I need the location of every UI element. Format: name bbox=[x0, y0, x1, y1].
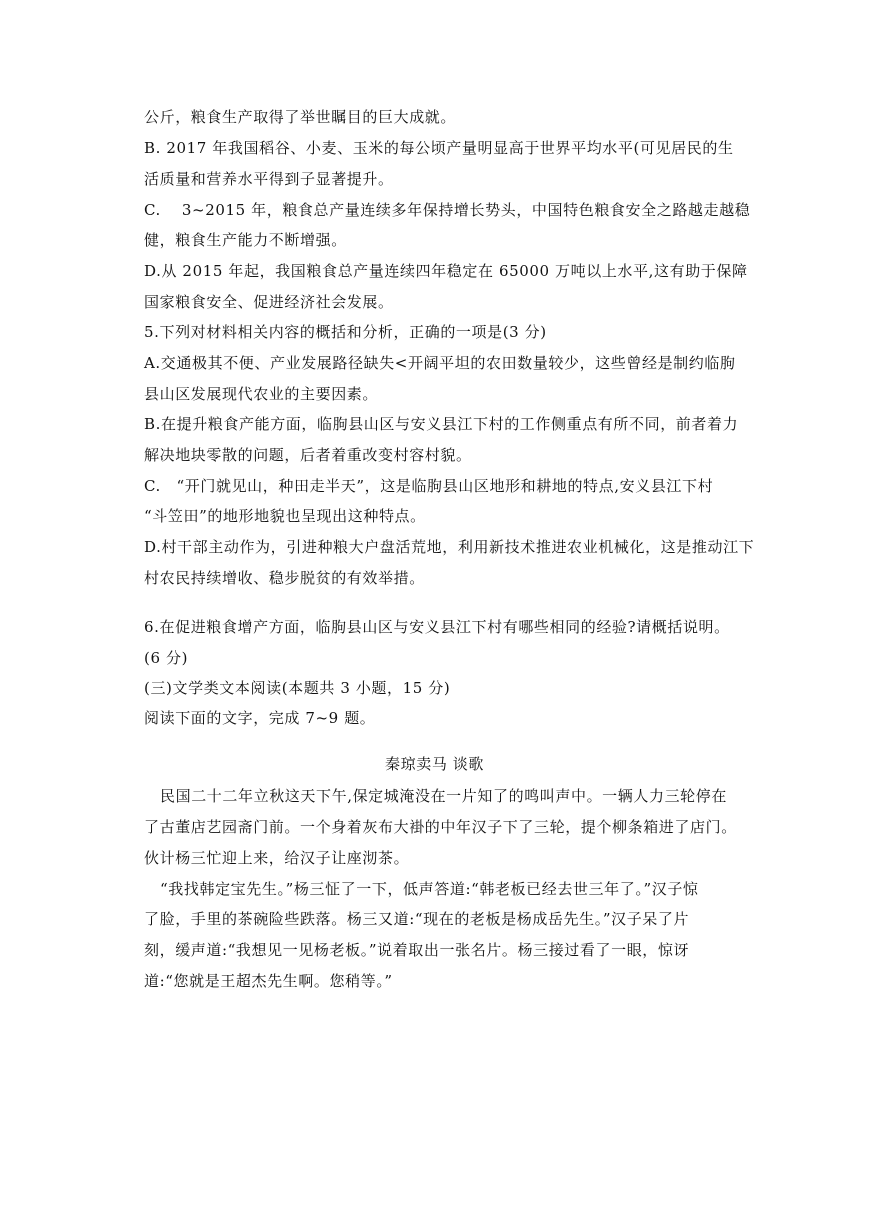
reading-instruction: 阅读下面的文字，完成 7~9 题。 bbox=[144, 709, 376, 727]
text-line: 健，粮食生产能力不断增强。 bbox=[144, 231, 347, 249]
story-line: 了古董店艺园斋门前。一个身着灰布大褂的中年汉子下了三轮，提个柳条箱进了店门。 bbox=[144, 818, 737, 836]
text-line: B.在提升粮食产能方面，临朐县山区与安义县江下村的工作侧重点有所不同，前者着力 bbox=[144, 415, 739, 433]
text-line: B. 2017 年我国稻谷、小麦、玉米的每公顷产量明显高于世界平均水平(可见居民的生 bbox=[144, 139, 734, 157]
text-line: D.村干部主动作为，引进种粮大户盘活荒地，利用新技术推进农业机械化，这是推动江下 bbox=[144, 538, 755, 556]
text-line: C. “开门就见山，种田走半天”，这是临朐县山区地形和耕地的特点,安义县江下村 bbox=[144, 477, 714, 495]
text-line: 国家粮食安全、促进经济社会发展。 bbox=[144, 293, 394, 311]
text-line: 县山区发展现代农业的主要因素。 bbox=[144, 385, 379, 403]
section-heading: (三)文学类文本阅读(本题共 3 小题，15 分) bbox=[144, 679, 451, 697]
story-line: 道:“您就是王超杰先生啊。您稍等。” bbox=[144, 972, 393, 990]
story-line: 伙计杨三忙迎上来，给汉子让座沏茶。 bbox=[144, 849, 410, 867]
text-line: 解决地块零散的问题，后者着重改变村容村貌。 bbox=[144, 446, 472, 464]
story-line: 刻，缓声道:“我想见一见杨老板。”说着取出一张名片。杨三接过看了一眼，惊讶 bbox=[144, 941, 690, 959]
text-line: D.从 2015 年起，我国粮食总产量连续四年稳定在 65000 万吨以上水平,这有助于保障 bbox=[144, 262, 748, 280]
question-5: 5.下列对材料相关内容的概括和分析，正确的一项是(3 分) bbox=[144, 323, 547, 341]
story-line: “我找韩定宝先生。”杨三怔了一下，低声答道:“韩老板已经去世三年了。”汉子惊 bbox=[160, 880, 699, 898]
text-line: 活质量和营养水平得到子显著提升。 bbox=[144, 170, 394, 188]
text-line: (6 分) bbox=[144, 649, 189, 667]
story-line: 民国二十二年立秋这天下午,保定城淹没在一片知了的鸣叫声中。一辆人力三轮停在 bbox=[160, 787, 727, 805]
question-6: 6.在促进粮食增产方面，临朐县山区与安义县江下村有哪些相同的经验?请概括说明。 bbox=[144, 618, 730, 636]
text-line: “斗笠田”的地形地貌也呈现出这种特点。 bbox=[144, 507, 426, 525]
text-line: A.交通极其不便、产业发展路径缺失<开阔平坦的农田数量较少，这些曾经是制约临朐 bbox=[144, 354, 736, 372]
story-line: 了脸，手里的茶碗险些跌落。杨三又道:“现在的老板是杨成岳先生。”汉子呆了片 bbox=[144, 910, 690, 928]
text-line: 公斤，粮食生产取得了举世瞩目的巨大成就。 bbox=[144, 108, 457, 126]
story-title: 秦琼卖马 谈歌 bbox=[385, 755, 484, 773]
text-line: 村农民持续增收、稳步脱贫的有效举措。 bbox=[144, 569, 425, 587]
text-line: C. 3~2015 年，粮食总产量连续多年保持增长势头，中国特色粮食安全之路越走越稳 bbox=[144, 201, 751, 219]
